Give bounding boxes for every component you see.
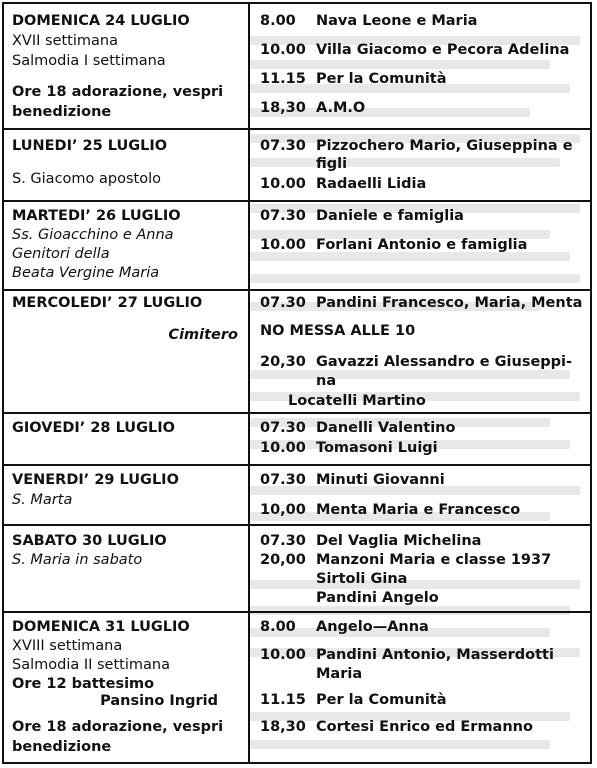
day-note: benedizione <box>12 739 112 755</box>
day-note: Cimitero <box>168 327 238 343</box>
mass-intention: Daniele e famiglia <box>316 208 464 224</box>
mass-intention: Angelo—Anna <box>316 619 429 635</box>
mass-entry <box>260 237 527 253</box>
mass-time: 18,30 <box>260 100 306 116</box>
mass-entry <box>260 533 481 549</box>
day-title: MARTEDI’ 26 LUGLIO <box>12 208 181 224</box>
mass-entry <box>260 420 455 436</box>
mass-time: 8.00 <box>260 619 296 635</box>
day-note: benedizione <box>12 104 112 120</box>
mass-intention: Villa Giacomo e Pecora Adelina <box>316 42 570 58</box>
mass-time: 07.30 <box>260 420 306 436</box>
day-title: DOMENICA 31 LUGLIO <box>12 619 190 635</box>
mass-entry <box>260 472 445 488</box>
mass-intention: Per la Comunità <box>316 692 447 708</box>
mass-entry <box>260 13 477 29</box>
mass-entry <box>260 719 533 735</box>
day-title: LUNEDI’ 25 LUGLIO <box>12 138 168 154</box>
day-note: Salmodia I settimana <box>12 53 166 69</box>
mass-intention: Pandini Antonio, Masserdotti <box>316 647 554 663</box>
mass-entry <box>260 440 438 456</box>
mass-intention-continuation: na <box>316 373 337 389</box>
day-note: Pansino Ingrid <box>100 693 218 709</box>
mass-intention: Minuti Giovanni <box>316 472 445 488</box>
day-note: XVIII settimana <box>12 638 123 654</box>
mass-time: 11.15 <box>260 71 306 87</box>
mass-time: 10.00 <box>260 237 306 253</box>
mass-entry <box>260 100 365 116</box>
day-note: XVII settimana <box>12 33 118 49</box>
day-title: GIOVEDI’ 28 LUGLIO <box>12 420 175 436</box>
mass-time: 18,30 <box>260 719 306 735</box>
mass-entry <box>260 502 520 518</box>
mass-intention: NO MESSA ALLE 10 <box>260 323 416 339</box>
mass-intention-continuation: Maria <box>316 666 363 682</box>
mass-entry <box>260 619 429 635</box>
day-title: SABATO 30 LUGLIO <box>12 533 167 549</box>
mass-schedule-table <box>2 2 592 764</box>
day-row-martedi-26 <box>4 201 590 287</box>
mass-intention: Manzoni Maria e classe 1937 <box>316 552 552 568</box>
mass-entry <box>260 692 447 708</box>
mass-time: 10.00 <box>260 176 306 192</box>
mass-intention: Menta Maria e Francesco <box>316 502 521 518</box>
mass-entry <box>260 208 464 224</box>
mass-intention-continuation: Pandini Angelo <box>316 590 439 606</box>
mass-intention: Forlani Antonio e famiglia <box>316 237 528 253</box>
mass-entry <box>260 295 582 311</box>
day-note: Salmodia II settimana <box>12 657 170 673</box>
mass-intention: Cortesi Enrico ed Ermanno <box>316 719 533 735</box>
day-note: Ore 12 battesimo <box>12 676 155 692</box>
mass-time: 20,00 <box>260 552 306 568</box>
day-note: Genitori della <box>12 246 110 262</box>
mass-time: 20,30 <box>260 354 306 370</box>
mass-time: 10.00 <box>260 440 306 456</box>
mass-entry <box>260 176 426 192</box>
day-note: S. Marta <box>12 492 73 508</box>
mass-intention: Pizzochero Mario, Giuseppina e <box>316 138 573 154</box>
mass-time: 07.30 <box>260 295 306 311</box>
mass-time: 10.00 <box>260 647 306 663</box>
day-title: DOMENICA 24 LUGLIO <box>12 13 190 29</box>
mass-intention: Gavazzi Alessandro e Giuseppi- <box>316 354 573 370</box>
mass-entry <box>260 354 572 370</box>
mass-intention: Per la Comunità <box>316 71 447 87</box>
day-note: Ore 18 adorazione, vespri <box>12 84 224 100</box>
mass-entry <box>260 552 551 568</box>
mass-time: 10.00 <box>260 42 306 58</box>
day-row-venerdi-29 <box>4 465 590 523</box>
mass-entry <box>260 42 569 58</box>
day-title: VENERDI’ 29 LUGLIO <box>12 472 179 488</box>
day-row-domenica-24 <box>4 4 590 126</box>
mass-intention-continuation: figli <box>316 156 348 172</box>
mass-time: 10,00 <box>260 502 306 518</box>
mass-entry <box>260 138 573 154</box>
mass-intention: Pandini Francesco, Maria, Menta <box>316 295 583 311</box>
day-row-domenica-31 <box>4 612 590 762</box>
day-note: Ore 18 adorazione, vespri <box>12 719 224 735</box>
day-row-sabato-30 <box>4 525 590 611</box>
mass-intention-continuation: Sirtoli Gina <box>316 571 408 587</box>
mass-intention: A.M.O <box>316 100 366 116</box>
day-title: MERCOLEDI’ 27 LUGLIO <box>12 295 203 311</box>
day-note: Ss. Gioacchino e Anna <box>12 227 174 243</box>
mass-intention: Radaelli Lidia <box>316 176 427 192</box>
day-row-giovedi-28 <box>4 413 590 465</box>
mass-entry <box>260 323 415 339</box>
mass-time: 11.15 <box>260 692 306 708</box>
day-note: S. Giacomo apostolo <box>12 171 161 187</box>
mass-time: 8.00 <box>260 13 296 29</box>
day-note: S. Maria in sabato <box>12 552 143 568</box>
mass-time: 07.30 <box>260 208 306 224</box>
mass-time: 07.30 <box>260 533 306 549</box>
mass-intention: Tomasoni Luigi <box>316 440 438 456</box>
mass-time: 07.30 <box>260 138 306 154</box>
day-note: Beata Vergine Maria <box>12 265 160 281</box>
mass-intention-continuation: Locatelli Martino <box>288 393 426 409</box>
mass-entry <box>260 71 447 87</box>
mass-intention: Nava Leone e Maria <box>316 13 478 29</box>
mass-time: 07.30 <box>260 472 306 488</box>
day-row-lunedi-25 <box>4 129 590 199</box>
day-row-mercoledi-27 <box>4 290 590 410</box>
mass-intention: Del Vaglia Michelina <box>316 533 482 549</box>
mass-intention: Danelli Valentino <box>316 420 456 436</box>
mass-entry <box>260 647 554 663</box>
